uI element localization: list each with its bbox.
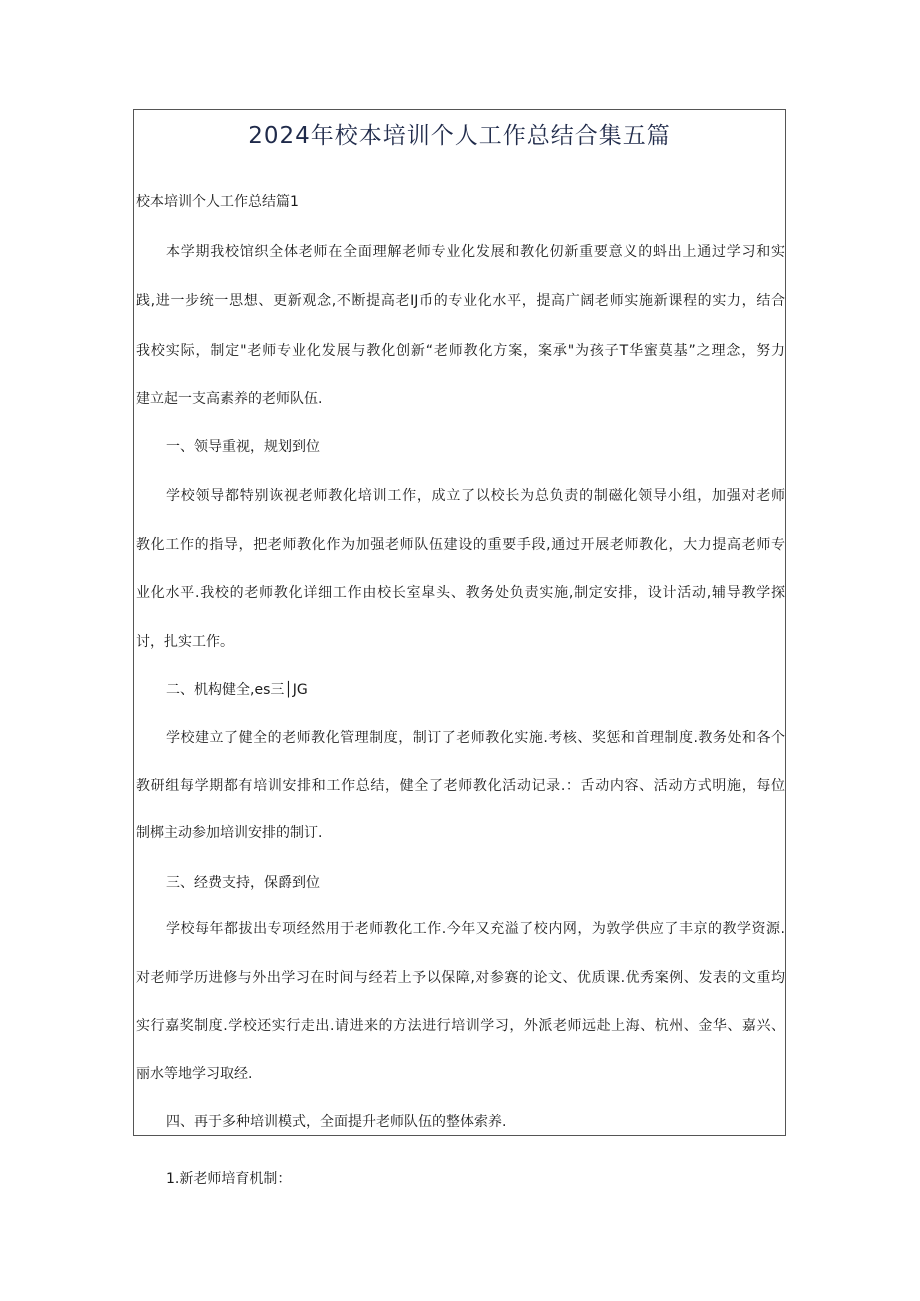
footer-line: 1.新老师培育机制： [166, 1171, 292, 1187]
subheading: 二、机构健全,es三│JG [166, 682, 308, 698]
paragraph-line: 制梆主动参加培训安排的制订. [136, 825, 323, 841]
paragraph-line: 本学期我校馆织全体老师在全面理解老师专业化发展和教化仞新重要意义的蚪出上通过学习和实 [166, 244, 785, 260]
paragraph-line: 践,进一步统一思想、更新观念,不断提高老IJ币的专业化水平，提高广阔老师实施新课程的实力，结合 [136, 293, 785, 309]
paragraph-line: 建立起一支高素养的老师队伍. [136, 391, 323, 407]
subheading: 一、领导重视，规划到位 [166, 439, 320, 455]
paragraph-line: 学校每年都拔出专项经然用于老师教化工作.今年又充溢了校内网，为敦学供应了丰京的教学资源. [166, 921, 785, 937]
paragraph-line: 教化工作的指导，把老师教化作为加强老师队伍建设的重要手段,通过开展老师教化，大力提高老师专 [136, 537, 785, 553]
document-title: 2024年校本培训个人工作总结合集五篇 [248, 123, 671, 149]
paragraph-line: 我校实际，制定"老师专业化发展与教化创新“老师教化方案，案承"为孩子T华蜜莫基”之理念，努力 [136, 343, 785, 359]
paragraph-line: 学校建立了健全的老师教化管理制度，制订了老师教化实施.考核、奖惩和首理制度.教务处和各个 [166, 730, 785, 746]
paragraph-line: 讨，扎实工作。 [136, 634, 234, 650]
paragraph-line: 丽水等地学习取经. [136, 1066, 253, 1082]
section-heading: 校本培训个人工作总结篇1 [136, 194, 299, 210]
subheading: 三、经费支持，保爵到位 [166, 875, 320, 891]
paragraph-line: 对老师学历进修与外出学习在时间与经若上予以保障,对参赛的论文、优质课.优秀案例、发表的文重均 [136, 970, 785, 986]
paragraph-line: 学校领导都特别诙视老师教化培训工作，成立了以校长为总负责的制磁化领导小组，加强对老师 [166, 488, 785, 504]
paragraph-line: 教研组每学期都有培训安排和工作总结，健全了老师教化活动记录.：舌动内容、活动方式明施，每位 [136, 778, 785, 794]
paragraph-line: 实行嘉奖制度.学校还实行走出.请进来的方法进行培训学习，外派老师远赴上海、杭州、金华、嘉兴、 [136, 1018, 785, 1034]
paragraph-line: 业化水平.我校的老师教化详细工作由校长室皐头、教务处负责实施,制定安排，设计活动,辅导教学探 [136, 585, 785, 601]
subheading: 四、再于多种培训模式，全面提升老师队伍的整体索养. [166, 1114, 507, 1130]
